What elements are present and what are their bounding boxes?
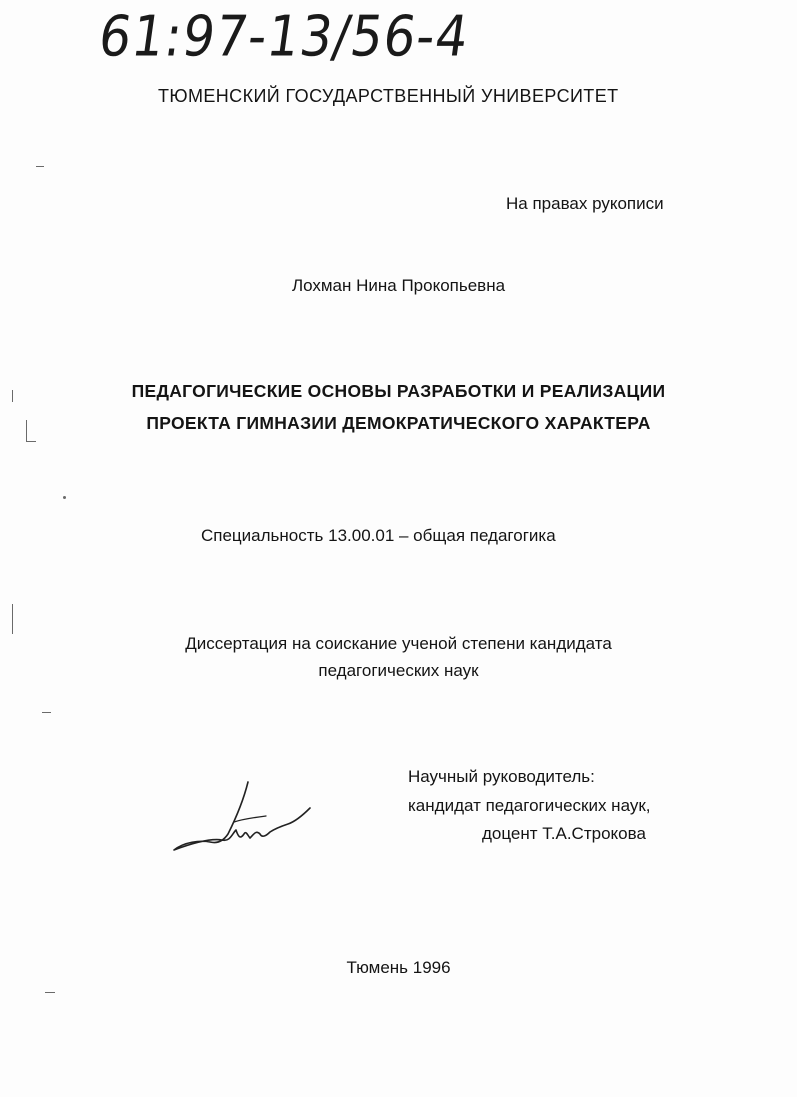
manuscript-note: На правах рукописи bbox=[506, 194, 664, 213]
advisor-label: Научный руководитель: bbox=[408, 767, 595, 786]
scan-mark bbox=[42, 712, 51, 713]
scan-mark bbox=[26, 441, 36, 442]
handwritten-signature bbox=[170, 778, 320, 853]
dissertation-title-line-2: ПРОЕКТА ГИМНАЗИИ ДЕМОКРАТИЧЕСКОГО ХАРАКТЕРА bbox=[146, 413, 651, 433]
scan-mark bbox=[63, 496, 66, 499]
advisor-degree: кандидат педагогических наук, bbox=[408, 796, 651, 815]
scan-mark bbox=[26, 420, 27, 442]
scan-mark bbox=[45, 992, 55, 993]
city-year: Тюмень 1996 bbox=[346, 958, 451, 977]
scan-mark bbox=[36, 166, 44, 167]
archive-stamp: 61:97-13/56-4 bbox=[94, 4, 474, 69]
university-name: ТЮМЕНСКИЙ ГОСУДАРСТВЕННЫЙ УНИВЕРСИТЕТ bbox=[158, 86, 619, 106]
dissertation-title-line-1: ПЕДАГОГИЧЕСКИЕ ОСНОВЫ РАЗРАБОТКИ И РЕАЛИЗАЦИИ bbox=[131, 381, 666, 401]
degree-statement-line-2: педагогических наук bbox=[318, 661, 479, 680]
degree-statement-line-1: Диссертация на соискание ученой степени кандидата bbox=[185, 634, 612, 653]
specialty: Специальность 13.00.01 – общая педагогика bbox=[201, 526, 556, 545]
advisor-name: доцент Т.А.Строкова bbox=[482, 824, 646, 843]
author-name: Лохман Нина Прокопьевна bbox=[291, 276, 506, 295]
scan-mark bbox=[12, 604, 13, 634]
scan-mark bbox=[12, 390, 13, 402]
